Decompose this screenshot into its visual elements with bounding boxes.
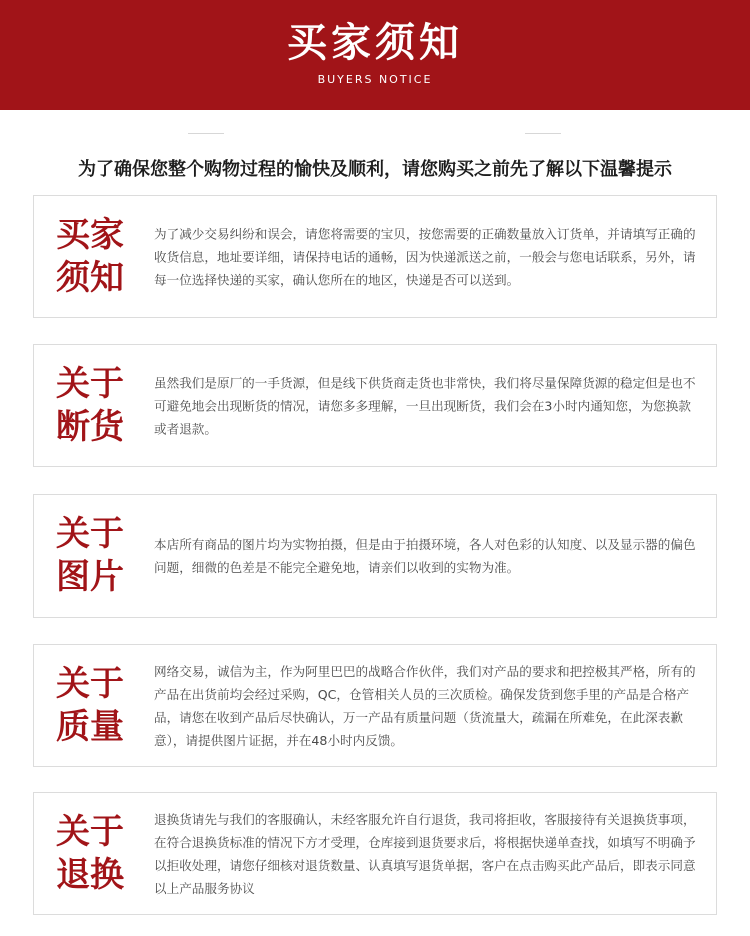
card-title: 买家须知 — [56, 214, 124, 298]
divider-left — [188, 133, 224, 134]
card-title: 关于质量 — [56, 663, 124, 747]
card-body: 网络交易，诚信为主，作为阿里巴巴的战略合作伙伴，我们对产品的要求和把控极其严格，所有的产品在出货前均会经过采购，QC，仓管相关人员的三次质检。确保发货到您手里的产品是合格产品，请您在收到产品后尽快确认，万一产品有质量问题（货流量大，疏漏在所难免，在此深表歉意），请提供图片证据，并在48小时内反馈。 — [154, 663, 696, 748]
page-title: 买家须知 — [287, 20, 463, 66]
card-body: 虽然我们是原厂的一手货源，但是线下供货商走货也非常快，我们将尽量保障货源的稳定但是也不可避免地会出现断货的情况，请您多多理解，一旦出现断货，我们会在3小时内通知您，为您换款或者退款。 — [154, 375, 696, 436]
card-body: 本店所有商品的图片均为实物拍摄，但是由于拍摄环境，各人对色彩的认知度、以及显示器的偏色问题，细微的色差是不能完全避免地，请亲们以收到的实物为准。 — [154, 537, 696, 575]
header-banner — [0, 0, 750, 110]
card-body: 为了减少交易纠纷和误会，请您将需要的宝贝，按您需要的正确数量放入订货单，并请填写正确的收货信息，地址要详细，请保持电话的通畅，因为快递派送之前，一般会与您电话联系，另外，请每一位选择快递的买家，确认您所在的地区，快递是否可以送到。 — [154, 226, 696, 287]
card-title: 关于图片 — [56, 514, 124, 597]
intro-text: 为了确保您整个购物过程的愉快及顺利，请您购买之前先了解以下温馨提示 — [78, 159, 672, 180]
card-title: 关于断货 — [56, 363, 124, 447]
notice-card-buyer — [33, 195, 717, 318]
notice-card-quality — [33, 644, 717, 767]
card-body: 退换货请先与我们的客服确认，未经客服允许自行退货，我司将拒收，客服接待有关退换货事项，在符合退换货标准的情况下方才受理，仓库接到退货要求后，将根据快递单查找，如填写不明确予以拒收处理，请您仔细核对退货数量、认真填写退货单据，客户在点击购买此产品后，即表示同意以上产品服务协议 — [154, 811, 696, 896]
card-title: 关于退换 — [56, 811, 124, 895]
notice-card-images — [33, 494, 717, 618]
divider-right — [525, 133, 561, 134]
notice-card-returns — [33, 792, 717, 915]
notice-card-out-of-stock — [33, 344, 717, 467]
page-subtitle: BUYERS NOTICE — [317, 73, 433, 86]
